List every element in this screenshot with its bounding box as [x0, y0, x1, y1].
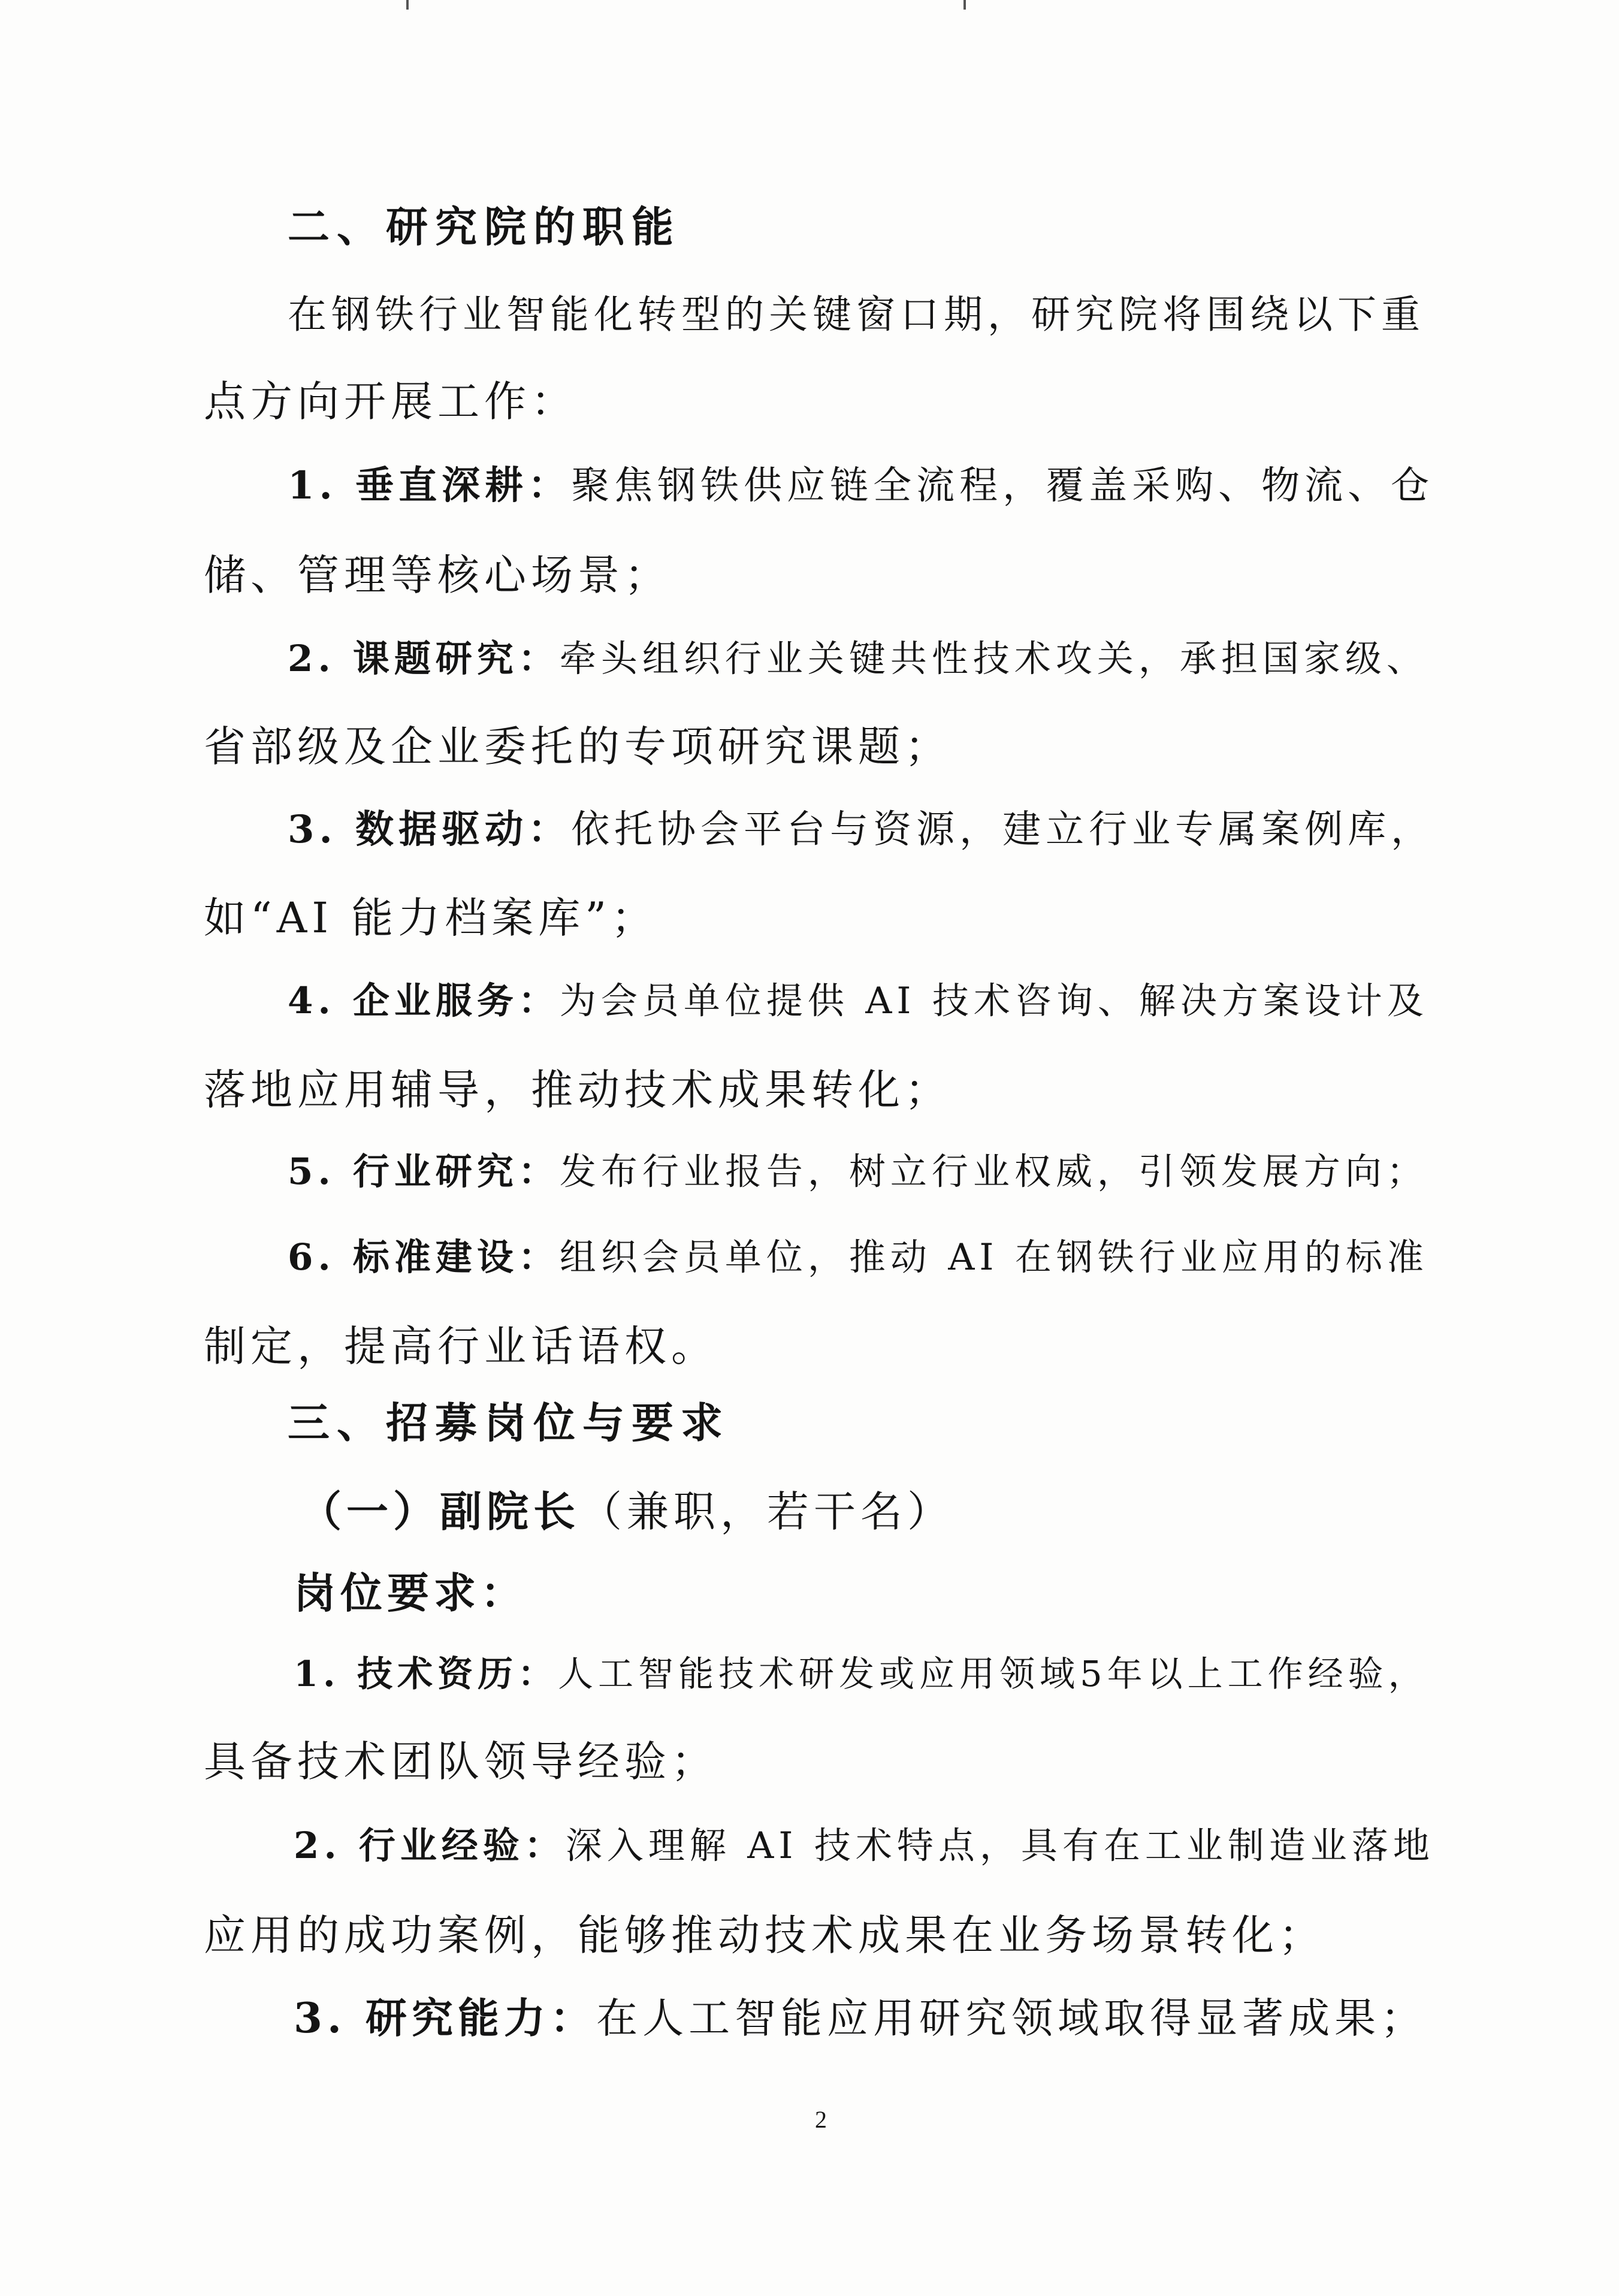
item-label: 4. 企业服务： [288, 980, 560, 1022]
item-label: 2. 课题研究： [288, 638, 560, 680]
item-text: 为会员单位提供 AI 技术咨询、解决方案设计及 [559, 980, 1428, 1022]
list-item [294, 1994, 1427, 2043]
item-text: 发布行业报告，树立行业权威，引领发展方向； [559, 1150, 1428, 1193]
paragraph-line: 储、管理等核心场景； [204, 551, 671, 600]
paragraph-line: 应用的成功案例，能够推动技术成果在业务场景转化； [204, 1911, 1325, 1960]
requirements-heading: 岗位要求： [294, 1568, 527, 1618]
paragraph-line: 如“AI 能力档案库”； [204, 893, 659, 942]
item-label: 3. 研究能力： [294, 1994, 597, 2043]
item-text: 牵头组织行业关键共性技术攻关，承担国家级、 [559, 638, 1428, 680]
list-item [288, 1150, 1428, 1193]
paragraph-line: 省部级及企业委托的专项研究课题； [204, 722, 952, 771]
paragraph-line: 制定，提高行业话语权。 [204, 1322, 718, 1371]
list-item [288, 463, 1434, 508]
item-label: 2. 行业经验： [294, 1824, 566, 1867]
item-label: 6. 标准建设： [288, 1236, 560, 1279]
section-heading-recruitment: 三、招募岗位与要求 [288, 1398, 730, 1448]
item-text: 深入理解 AI 技术特点，具有在工业制造业落地 [565, 1824, 1434, 1867]
list-item [294, 1824, 1434, 1867]
paragraph-line: 点方向开展工作： [204, 377, 578, 426]
list-item [294, 1653, 1428, 1694]
list-item [288, 1236, 1428, 1279]
scan-mark [963, 0, 966, 10]
list-item [288, 638, 1428, 680]
item-text: 在人工智能应用研究领域取得显著成果； [596, 1995, 1427, 2043]
scan-mark [406, 0, 409, 10]
item-text: 依托协会平台与资源，建立行业专属案例库， [571, 808, 1434, 852]
item-text: 组织会员单位，推动 AI 在钢铁行业应用的标准 [559, 1236, 1428, 1279]
item-label: 5. 行业研究： [288, 1150, 560, 1193]
paragraph-line: 落地应用辅导，推动技术成果转化； [204, 1065, 952, 1114]
item-label: 3. 数据驱动： [288, 807, 572, 852]
paragraph-line: 具备技术团队领导经验； [204, 1737, 718, 1786]
item-label: 1. 垂直深耕： [288, 463, 572, 508]
list-item [288, 980, 1428, 1022]
item-text: 人工智能技术研发或应用领域5年以上工作经验， [558, 1653, 1428, 1694]
paragraph-line: 在钢铁行业智能化转型的关键窗口期，研究院将围绕以下重 [288, 292, 1425, 337]
item-label: 1. 技术资历： [294, 1653, 558, 1694]
position-title: （一）副院长（兼职，若干名） [300, 1487, 954, 1536]
item-text: 聚焦钢铁供应链全流程，覆盖采购、物流、仓 [571, 464, 1434, 508]
page-number: 2 [815, 2106, 827, 2133]
list-item [288, 807, 1434, 852]
section-heading-functions: 二、研究院的职能 [288, 202, 681, 252]
